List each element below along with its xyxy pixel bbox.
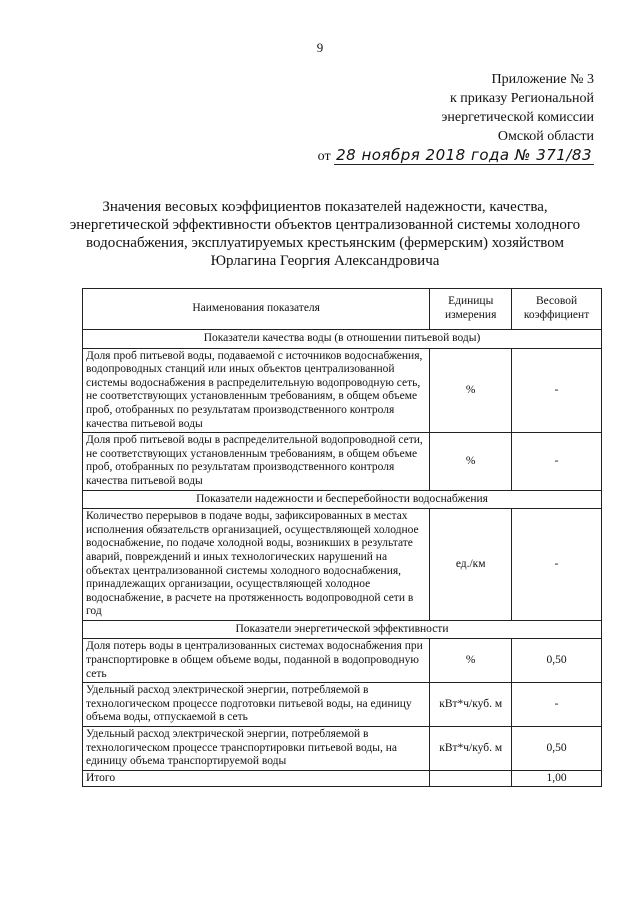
table-row [83,509,602,621]
appendix-title: Приложение № 3 [491,72,594,87]
appendix-order-line: к приказу Региональной [449,91,594,106]
row-unit: % [430,639,512,683]
row-unit: % [430,348,512,433]
row-coef: - [512,348,602,433]
row-name: Количество перерывов в подаче воды, зафиксированных в местах исполнения обязательств организацией, осуществляющей холодное водоснабжение, по подаче холодной воды, возникших в результате аварий, повреждений и иных технологических нарушений на объектах централизованной системы холодного водоснабжения, принадлежащих организации, осуществляющей холодное водоснабжение, в расчете на протяженность водопроводной сети в год [83,509,430,621]
row-name: Удельный расход электрической энергии, потребляемой в технологическом процессе транспортировки питьевой воды, на единицу объема транспортируемой воды [83,727,430,771]
table-row [83,683,602,727]
row-unit: % [430,433,512,490]
document-title: Значения весовых коэффициентов показателей надежности, качества, энергетической эффективности объектов централизованной системы холодного водоснабжения, эксплуатируемых крестьянским (фермерским) хозяйством Юрлагина Георгия Александровича [69,199,581,269]
row-name: Доля проб питьевой воды, подаваемой с источников водоснабжения, водопроводных станций или иных объектов централизованной системы водоснабжения в распределительную водопроводную сеть, не соответствующих установленным требованиям, в общем объеме проб, отобранных по результатам производственного контроля качества питьевой воды [83,348,430,433]
order-date-line [318,146,594,166]
section-title-energy: Показатели энергетической эффективности [83,620,602,639]
total-label: Итого [83,770,430,787]
header-name: Наименования показателя [83,289,430,330]
from-label: от [317,149,331,164]
table-row [83,433,602,490]
row-coef: - [512,683,602,727]
table-row [83,348,602,433]
section-row [83,490,602,509]
row-name: Удельный расход электрической энергии, потребляемой в технологическом процессе подготовки питьевой воды, на единицу объема воды, отпускаемой в сеть [83,683,430,727]
page-number: 9 [316,40,324,55]
total-unit [430,770,512,787]
row-unit: ед./км [430,509,512,621]
table-header-row [83,289,602,330]
row-unit: кВт*ч/куб. м [430,683,512,727]
section-row [83,620,602,639]
row-coef: 0,50 [512,639,602,683]
row-unit: кВт*ч/куб. м [430,727,512,771]
section-row [83,330,602,349]
section-title-quality: Показатели качества воды (в отношении питьевой воды) [83,330,602,349]
row-name: Доля проб питьевой воды в распределительной водопроводной сети, не соответствующих установленным требованиям, в общем объеме проб, отобранных по результатам производственного контроля качества питьевой воды [83,433,430,490]
table-row [83,727,602,771]
header-unit: Единицы измерения [430,289,512,330]
table-row [83,639,602,683]
appendix-header [294,70,594,166]
total-coef: 1,00 [512,770,602,787]
header-coef: Весовой коэффициент [512,289,602,330]
appendix-region-line: Омской области [497,129,594,144]
row-name: Доля потерь воды в централизованных системах водоснабжения при транспортировке в общем объеме воды, поданной в водопроводную сеть [83,639,430,683]
indicators-table [82,288,602,787]
total-row [83,770,602,787]
appendix-commission-line: энергетической комиссии [441,110,594,125]
row-coef: - [512,433,602,490]
handwritten-date-number: 28 ноября 2018 года № 371/83 [336,146,592,164]
row-coef: 0,50 [512,727,602,771]
section-title-reliability: Показатели надежности и бесперебойности водоснабжения [83,490,602,509]
row-coef: - [512,509,602,621]
